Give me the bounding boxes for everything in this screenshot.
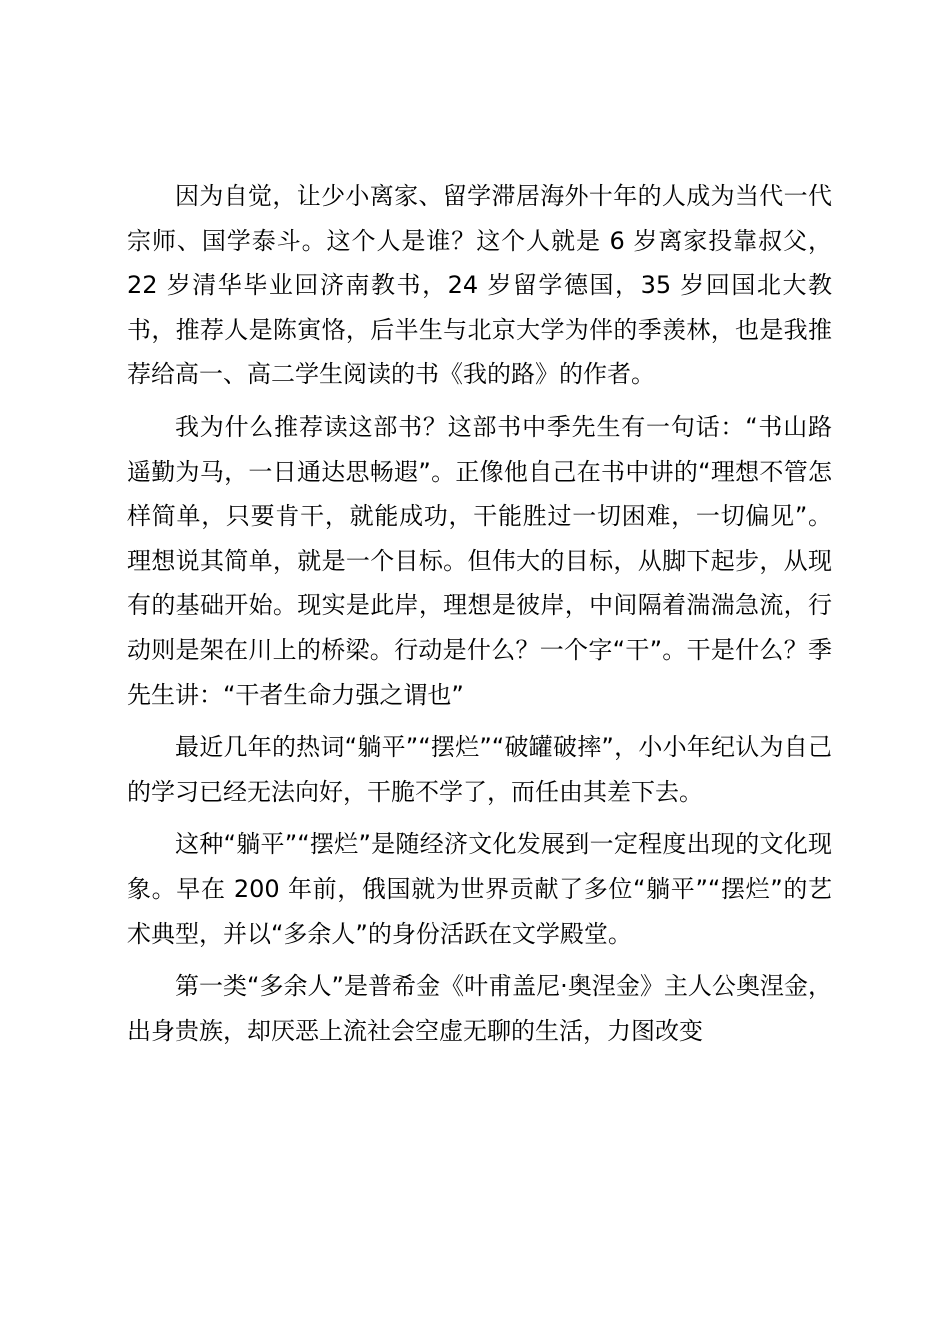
paragraph: 因为自觉，让少小离家、留学滞居海外十年的人成为当代一代宗师、国学泰斗。这个人是谁？这个人就是 6 岁离家投靠叔父，22 岁清华毕业回济南教书，24 岁留学德国，35 岁回国北大教书，推荐人是陈寅恪，后半生与北京大学为伴的季羡林，也是我推荐给高一、高二学生阅读的书《我的路》的作者。 xyxy=(127,182,832,389)
paragraph: 第一类“多余人”是普希金《叶甫盖尼·奥涅金》主人公奥涅金，出身贵族，却厌恶上流社会空虚无聊的生活，力图改变 xyxy=(127,972,832,1045)
document-body xyxy=(127,174,832,1061)
paragraph: 这种“躺平”“摆烂”是随经济文化发展到一定程度出现的文化现象。早在 200 年前，俄国就为世界贡献了多位“躺平”“摆烂”的艺术典型，并以“多余人”的身份活跃在文学殿堂。 xyxy=(127,830,832,948)
paragraph: 最近几年的热词“躺平”“摆烂”“破罐破摔”，小小年纪认为自己的学习已经无法向好，干脆不学了，而任由其差下去。 xyxy=(127,733,832,806)
paragraph: 我为什么推荐读这部书？这部书中季先生有一句话：“书山路遥勤为马，一日通达思畅遐”。正像他自己在书中讲的“理想不管怎样简单，只要肯干，就能成功，干能胜过一切困难，一切偏见”。理想说其简单，就是一个目标。但伟大的目标，从脚下起步，从现有的基础开始。现实是此岸，理想是彼岸，中间隔着湍湍急流，行动则是架在川上的桥梁。行动是什么？一个字“干”。干是什么？季先生讲：“干者生命力强之谓也” xyxy=(127,412,832,709)
